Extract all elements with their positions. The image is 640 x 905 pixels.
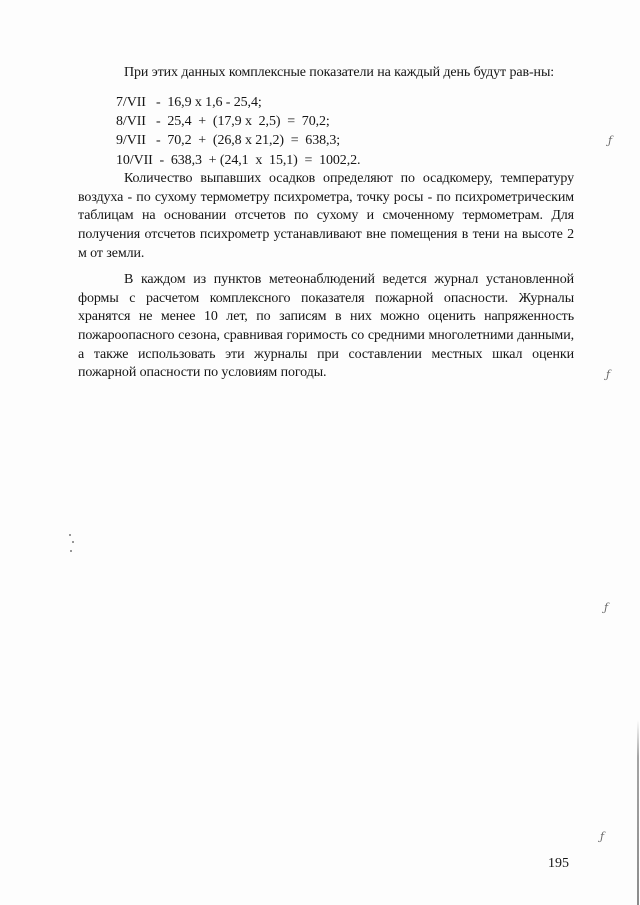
formula-line: 7/VII - 16,9 x 1,6 - 25,4; [116,94,262,110]
formula-line: 9/VII - 70,2 + (26,8 x 21,2) = 638,3; [116,133,341,149]
measurement-paragraph: Количество выпавших осадков определяют по осадкомеру, температуру воздуха - по сухому термометру психрометра, точку росы - по психрометрическим таблицам на основании отсчетов по сухому и смоченному термометрам. Для получения отсчетов психрометр устанавливают вне помещения в тени на высоте 2 м от земли. [78,171,574,261]
scan-speck: ƒ [606,368,611,381]
intro-paragraph: При этих данных комплексные показатели на каждый день будут рав-ны: [124,65,555,80]
scan-dot [70,550,72,552]
formula-line: 10/VII - 638,3 + (24,1 x 15,1) = 1002,2. [116,152,361,168]
journal-paragraph: В каждом из пунктов метеонаблюдений ведется журнал установленной формы с расчетом комплексного показателя пожарной опасности. Журналы хранятся не менее 10 лет, по записям в них можно оценить напряженность пожароопасного сезона, сравнивая горимость со средними многолетними данными, а также использовать эти журналы при составлении местных шкал оценки пожарной опасности по условиям погоды. [78,272,574,381]
body-text [78,64,574,383]
scan-speck: ƒ [604,601,609,614]
scan-speck: ƒ [608,134,613,147]
scan-edge-shadow [637,720,639,905]
scan-dot [72,541,74,543]
scan-dot [69,534,71,536]
formula-list [116,93,574,171]
scan-speck: ƒ [600,830,605,843]
page-number: 195 [548,856,569,871]
formula-line: 8/VII - 25,4 + (17,9 x 2,5) = 70,2; [116,114,330,129]
